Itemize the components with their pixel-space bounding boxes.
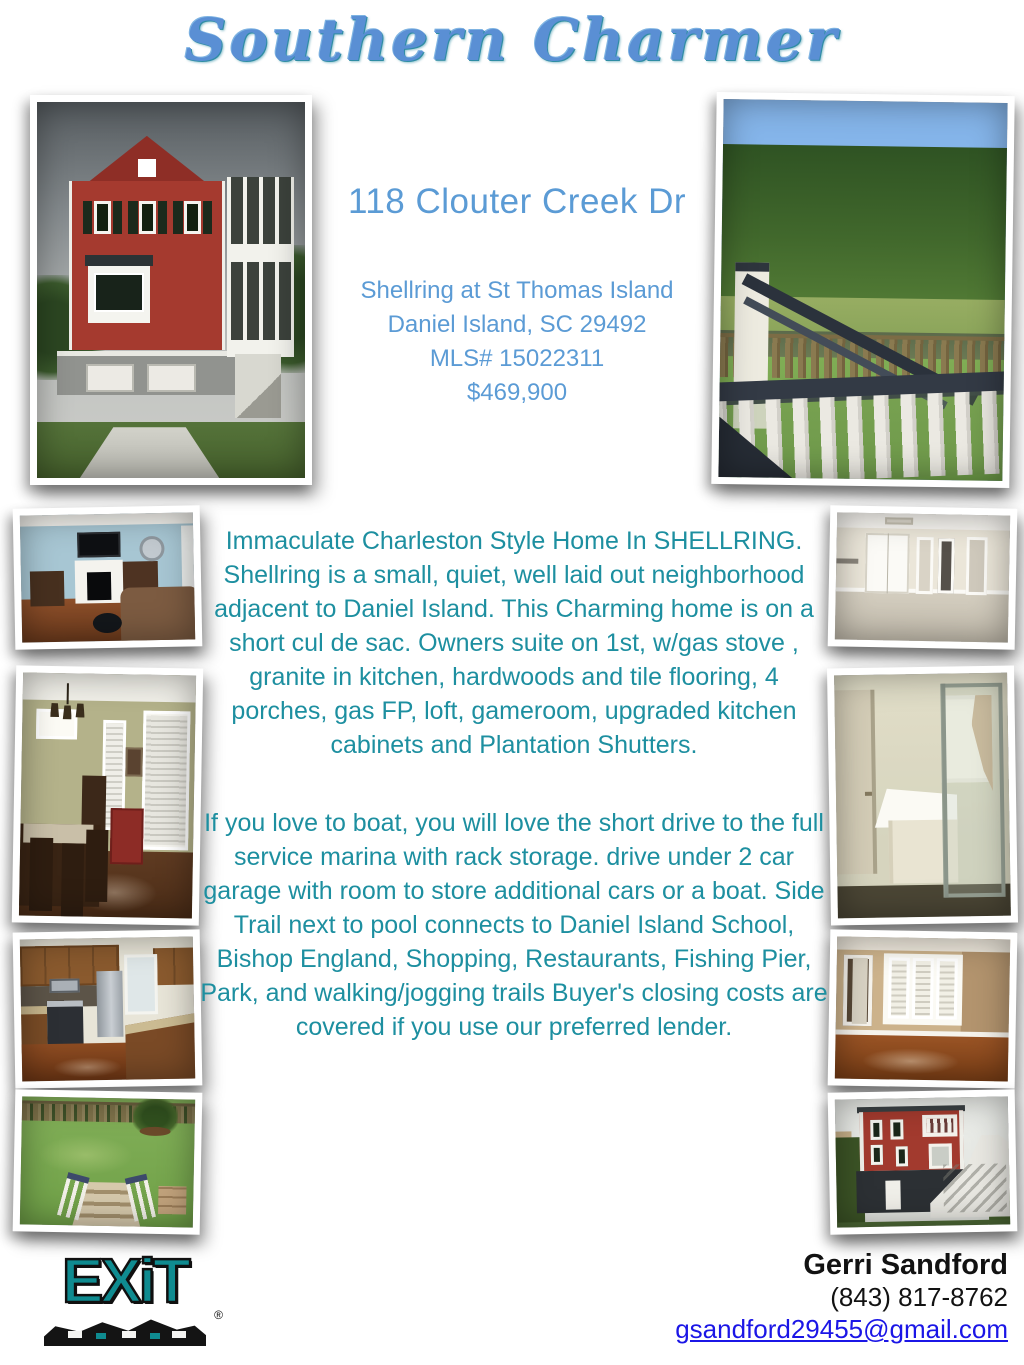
listing-description xyxy=(200,524,828,1088)
photo-bay-window-room xyxy=(828,929,1018,1088)
agent-phone: (843) 817-8762 xyxy=(830,1282,1008,1312)
listing-price: $469,900 xyxy=(466,379,568,406)
listing-mls-number: MLS# 15022311 xyxy=(429,345,605,372)
listing-address: 118 Clouter Creek Dr xyxy=(347,182,687,221)
photo-bedroom-closets xyxy=(828,505,1018,650)
exit-logo-house-icon xyxy=(44,1312,206,1346)
agent-name: Gerri Sandford xyxy=(803,1249,1008,1281)
photo-living-room xyxy=(13,505,203,650)
page-title: Southern Charmer xyxy=(184,6,840,74)
agent-contact-block xyxy=(675,1248,1008,1345)
listing-address-block xyxy=(318,182,716,410)
exit-realty-logo xyxy=(44,1247,223,1352)
description-paragraph-1: Immaculate Charleston Style Home In SHELLRING. Shellring is a small, quiet, well laid out neighborhood adjacent to Daniel Island. This Charming home is on a short cul de sac. Owners suite on 1st, w/gas stove , granite in kitchen, hardwoods and tile flooring, 4 porches, gas FP, loft, gameroom, upgraded kitchen cabinets and Plantation Shutters. xyxy=(214,527,814,759)
description-paragraph-2: If you love to boat, you will love the short drive to the full service marina with rack storage. drive under 2 car garage with room to store additional cars or a boat. Side Trail next to pool connects to Daniel Island School, Bishop England, Shopping, Restaurants, Fishing Pier, Park, and walking/jogging trails Buyer's closing costs are covered if you use our preferred lender. xyxy=(200,809,828,1041)
listing-city-state-zip: Daniel Island, SC 29492 xyxy=(387,311,647,338)
photo-porch-view xyxy=(711,92,1014,488)
listing-subdivision: Shellring at St Thomas Island xyxy=(360,277,674,304)
photo-kitchen xyxy=(13,929,203,1088)
registered-trademark-symbol: ® xyxy=(214,1308,223,1322)
photo-front-exterior xyxy=(30,95,312,485)
exit-logo-wordmark: EXiT xyxy=(62,1247,188,1316)
photo-backyard xyxy=(13,1089,203,1235)
photo-bathroom xyxy=(827,666,1018,926)
photo-dining-room xyxy=(12,665,203,925)
photo-rear-exterior xyxy=(828,1089,1018,1235)
agent-email-link[interactable]: gsandford29455@gmail.com xyxy=(675,1314,1008,1344)
